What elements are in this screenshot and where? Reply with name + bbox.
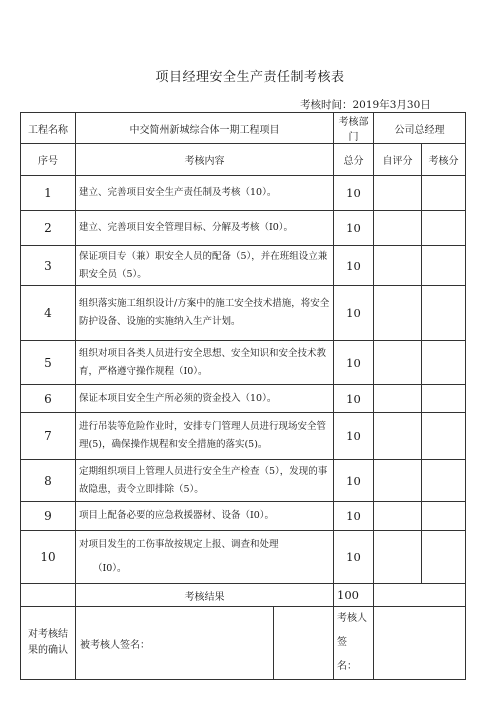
table-row bbox=[21, 531, 466, 584]
row-self-score[interactable] bbox=[374, 246, 422, 286]
row-self-score[interactable] bbox=[374, 531, 422, 584]
page-title: 项目经理安全生产责任制考核表 bbox=[155, 70, 345, 85]
row-no: 2 bbox=[21, 211, 76, 246]
row-no: 4 bbox=[21, 286, 76, 341]
assessor-signature-label: 考核人签 bbox=[337, 613, 367, 648]
row-assess-score[interactable] bbox=[422, 341, 466, 385]
row-no: 10 bbox=[21, 531, 76, 584]
row-no: 7 bbox=[21, 413, 76, 460]
header-assess: 考核分 bbox=[422, 144, 466, 176]
info-row bbox=[21, 113, 466, 144]
project-name-label: 工程名称 bbox=[21, 113, 76, 144]
row-assess-score[interactable] bbox=[422, 502, 466, 531]
table-row bbox=[21, 502, 466, 531]
assessor-signature-blank[interactable] bbox=[374, 607, 466, 680]
row-assess-score[interactable] bbox=[422, 413, 466, 460]
row-no: 9 bbox=[21, 502, 76, 531]
assessment-date: 考核时间：2019年3月30日 bbox=[300, 99, 431, 111]
table-row bbox=[21, 341, 466, 385]
row-content: 建立、完善项目安全生产责任制及考核（10）。 bbox=[76, 176, 334, 211]
result-blank-right bbox=[374, 584, 466, 607]
table-row bbox=[21, 211, 466, 246]
result-row bbox=[21, 584, 466, 607]
row-total: 10 bbox=[334, 460, 374, 502]
header-no: 序号 bbox=[21, 144, 76, 176]
dept-label: 考核部门 bbox=[334, 113, 374, 144]
row-assess-score[interactable] bbox=[422, 246, 466, 286]
row-assess-score[interactable] bbox=[422, 286, 466, 341]
row-assess-score[interactable] bbox=[422, 211, 466, 246]
assessed-signature-field[interactable] bbox=[76, 607, 274, 680]
row-content: 进行吊装等危险作业时，安排专门管理人员进行现场安全管理(5)，确保操作规程和安全措施的落实(5)。 bbox=[76, 413, 334, 460]
row-content: 项目上配备必要的应急救援器材、设备（I0）。 bbox=[76, 502, 334, 531]
row-total: 10 bbox=[334, 341, 374, 385]
project-name-value: 中交简州新城综合体一期工程项目 bbox=[76, 113, 334, 144]
dept-value: 公司总经理 bbox=[374, 113, 466, 144]
table-row bbox=[21, 286, 466, 341]
assessed-signature-label: 被考核人签名： bbox=[80, 639, 150, 651]
row-total: 10 bbox=[334, 246, 374, 286]
header-total: 总分 bbox=[334, 144, 374, 176]
row-total: 10 bbox=[334, 176, 374, 211]
row-assess-score[interactable] bbox=[422, 385, 466, 413]
row-no: 5 bbox=[21, 341, 76, 385]
row-assess-score[interactable] bbox=[422, 460, 466, 502]
row-content: 保证项目专（兼）职安全人员的配备（5），并在班组设立兼职安全员（5）。 bbox=[76, 246, 334, 286]
row-no: 6 bbox=[21, 385, 76, 413]
row-no: 1 bbox=[21, 176, 76, 211]
row-self-score[interactable] bbox=[374, 460, 422, 502]
table-row bbox=[21, 385, 466, 413]
row-total: 10 bbox=[334, 286, 374, 341]
row-total: 10 bbox=[334, 211, 374, 246]
row-self-score[interactable] bbox=[374, 502, 422, 531]
row-self-score[interactable] bbox=[374, 413, 422, 460]
table-row bbox=[21, 413, 466, 460]
row-self-score[interactable] bbox=[374, 341, 422, 385]
row-total: 10 bbox=[334, 385, 374, 413]
result-blank bbox=[21, 584, 76, 607]
assessor-signature-label-2: 名： bbox=[337, 661, 357, 672]
row-self-score[interactable] bbox=[374, 385, 422, 413]
row-assess-score[interactable] bbox=[422, 176, 466, 211]
confirm-label: 对考核结果的确认 bbox=[21, 607, 76, 680]
row-content: 保证本项目安全生产所必须的资金投入（10）。 bbox=[76, 385, 334, 413]
confirm-row bbox=[21, 607, 466, 680]
row-total: 10 bbox=[334, 531, 374, 584]
header-self: 自评分 bbox=[374, 144, 422, 176]
row-content: 组织对项目各类人员进行安全思想、安全知识和安全技术教育，严格遵守操作规程（I0）。 bbox=[76, 341, 334, 385]
row-content-line1: 对项目发生的工伤事故按规定上报、调查和处理 bbox=[79, 539, 279, 550]
assessment-table bbox=[20, 112, 466, 680]
result-value: 100 bbox=[334, 584, 374, 607]
table-row bbox=[21, 176, 466, 211]
row-total: 10 bbox=[334, 502, 374, 531]
row-self-score[interactable] bbox=[374, 176, 422, 211]
row-self-score[interactable] bbox=[374, 211, 422, 246]
row-content: 定期组织项目上管理人员进行安全生产检查（5），发现的事故隐患，责令立即排除（5）。 bbox=[76, 460, 334, 502]
row-content bbox=[76, 531, 334, 584]
table-row bbox=[21, 246, 466, 286]
table-row bbox=[21, 460, 466, 502]
header-row bbox=[21, 144, 466, 176]
result-label: 考核结果 bbox=[76, 584, 334, 607]
row-self-score[interactable] bbox=[374, 286, 422, 341]
row-no: 3 bbox=[21, 246, 76, 286]
row-content: 建立、完善项目安全管理目标、分解及考核（I0）。 bbox=[76, 211, 334, 246]
assessor-signature-field[interactable] bbox=[334, 607, 374, 680]
row-no: 8 bbox=[21, 460, 76, 502]
signature-blank[interactable] bbox=[274, 607, 334, 680]
row-content: 组织落实施工组织设计/方案中的施工安全技术措施，将安全防护设备、设施的实施纳入生产计划。 bbox=[76, 286, 334, 341]
row-total: 10 bbox=[334, 413, 374, 460]
row-assess-score[interactable] bbox=[422, 531, 466, 584]
header-content: 考核内容 bbox=[76, 144, 334, 176]
row-content-line2: （I0）。 bbox=[93, 563, 127, 574]
